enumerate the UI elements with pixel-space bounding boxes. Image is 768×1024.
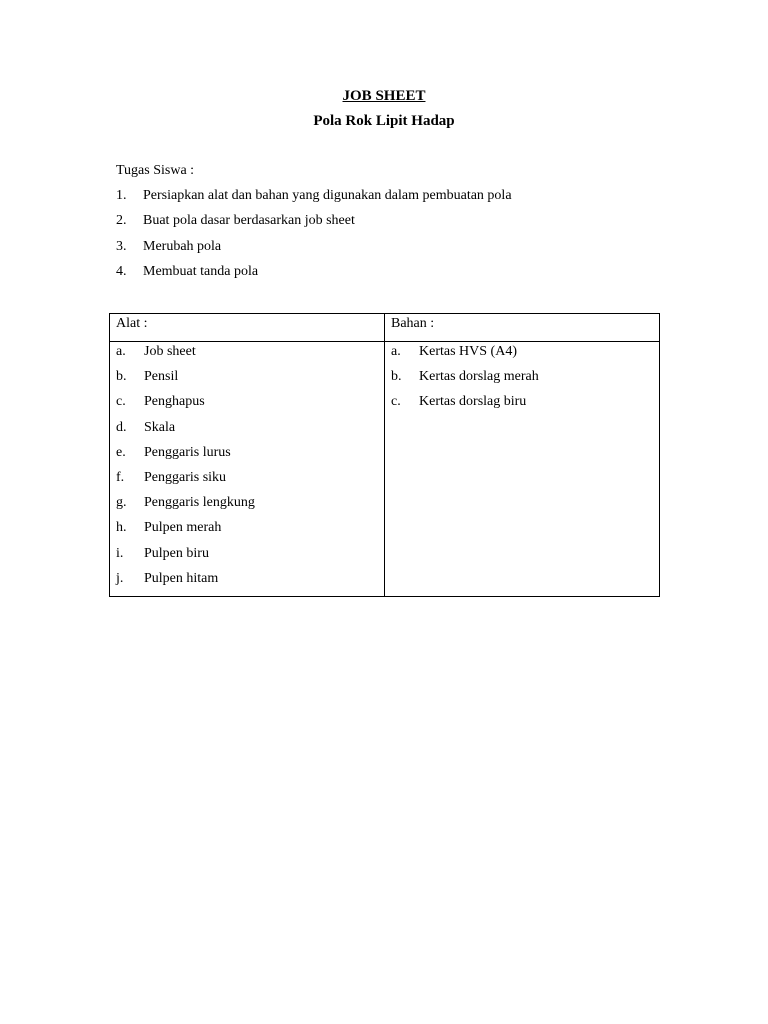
item-letter: c. <box>116 394 126 410</box>
list-item <box>116 444 378 469</box>
task-item <box>116 263 512 288</box>
list-item <box>391 368 653 393</box>
item-text: Kertas HVS (A4) <box>419 344 517 359</box>
list-item <box>116 570 378 595</box>
item-letter: a. <box>391 344 401 359</box>
task-text: Buat pola dasar berdasarkan job sheet <box>143 213 355 229</box>
list-item <box>391 393 653 418</box>
item-text: Kertas dorslag biru <box>419 394 527 410</box>
item-text: Penghapus <box>144 394 205 410</box>
list-item <box>116 469 378 494</box>
list-item <box>116 368 378 393</box>
item-letter: c. <box>391 394 401 410</box>
table-row <box>110 342 660 597</box>
item-letter: d. <box>116 419 127 435</box>
list-item <box>116 393 378 418</box>
item-letter: a. <box>116 344 126 359</box>
tools-materials-table <box>109 313 660 597</box>
item-letter: b. <box>391 369 402 385</box>
alat-header: Alat : <box>110 314 385 342</box>
task-list <box>116 187 512 288</box>
list-item <box>116 343 378 368</box>
task-number: 2. <box>116 213 127 229</box>
item-letter: j. <box>116 570 124 586</box>
item-text: Pulpen hitam <box>144 570 219 586</box>
table-header-row <box>110 314 660 342</box>
item-letter: f. <box>116 469 125 485</box>
item-text: Pensil <box>144 369 179 385</box>
item-text: Skala <box>144 419 176 435</box>
list-item <box>116 419 378 444</box>
task-item <box>116 187 512 212</box>
task-text: Merubah pola <box>143 238 222 254</box>
document-title: JOB SHEET <box>342 88 426 104</box>
document-subtitle: Pola Rok Lipit Hadap <box>313 113 455 129</box>
item-text: Kertas dorslag merah <box>419 369 539 385</box>
task-number: 1. <box>116 188 127 203</box>
list-item <box>116 519 378 544</box>
item-letter: g. <box>116 495 127 511</box>
alat-list <box>116 343 378 595</box>
task-item <box>116 238 512 263</box>
task-number: 4. <box>116 263 127 279</box>
item-letter: i. <box>116 545 124 561</box>
item-letter: h. <box>116 520 127 536</box>
item-letter: e. <box>116 444 126 460</box>
task-number: 3. <box>116 238 127 254</box>
item-text: Pulpen biru <box>144 545 209 561</box>
item-text: Job sheet <box>144 344 196 359</box>
list-item <box>116 494 378 519</box>
alat-cell <box>110 342 385 597</box>
list-item <box>391 343 653 368</box>
item-letter: b. <box>116 369 127 385</box>
item-text: Penggaris lengkung <box>144 495 255 511</box>
bahan-header: Bahan : <box>385 314 660 342</box>
item-text: Penggaris lurus <box>144 444 231 460</box>
item-text: Penggaris siku <box>144 469 227 485</box>
task-text: Persiapkan alat dan bahan yang digunakan dalam pembuatan pola <box>143 188 512 203</box>
task-item <box>116 212 512 237</box>
bahan-list <box>391 343 653 419</box>
task-text: Membuat tanda pola <box>143 263 259 279</box>
list-item <box>116 545 378 570</box>
bahan-cell <box>385 342 660 597</box>
tasks-label: Tugas Siswa : <box>116 163 195 178</box>
item-text: Pulpen merah <box>144 520 222 536</box>
